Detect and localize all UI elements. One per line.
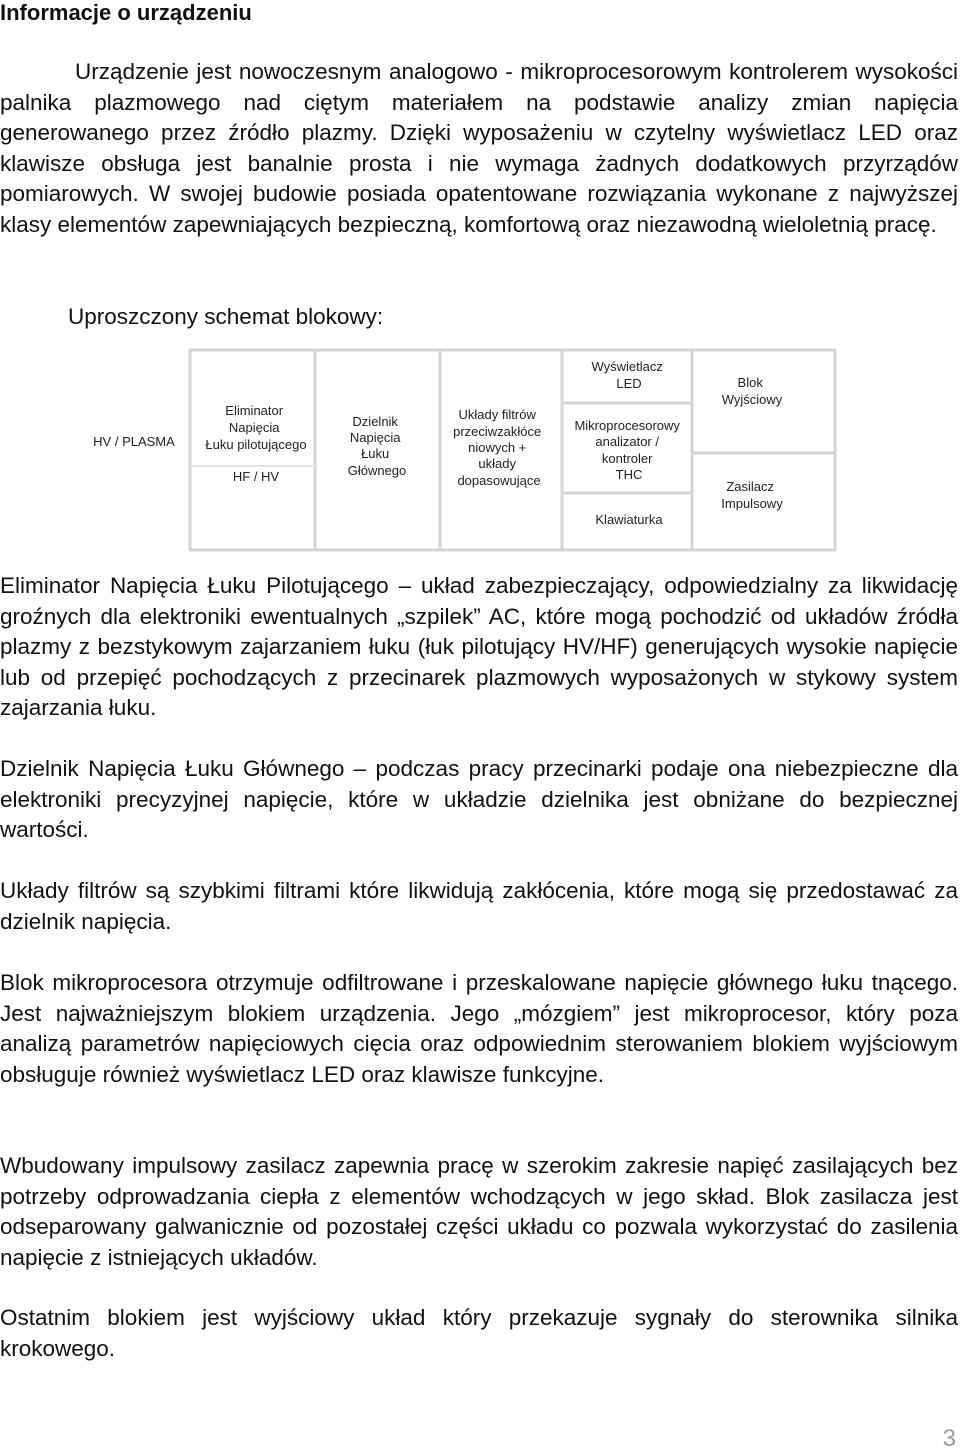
page-number: 3 [942, 1425, 956, 1452]
mikroprocesor-paragraph: Blok mikroprocesora otrzymuje odfiltrowane i przeskalowane napięcie głównego łuku tnącego. Jest najważniejszym blokiem urządzenia. Jego „mózgiem” jest mikroprocesor, który poza analizą parametrów napięciowych cięcia oraz odpowiednim sterowaniem blokiem wyjściowym obsługuje również wyświetlacz LED oraz klawisze funkcyjne. [0, 970, 958, 1087]
intro-paragraph: Urządzenie jest nowoczesnym analogowo - mikroprocesorowym kontrolerem wysokości palnika plazmowego nad ciętym materiałem na podstawie analizy zmian napięcia generowanego przez źródło plazmy. Dzięki wyposażeniu w czytelny wyświetlacz LED oraz klawisze obsługa jest banalnie prosta i nie wymaga żadnych dodatkowych przyrządów pomiarowych. W swojej budowie posiada opatentowane rozwiązania wykonane z najwyższej klasy elementów zapewniających bezpieczną, komfortową oraz niezawodną wieloletnią pracę. [0, 59, 958, 237]
dzielnik-paragraph: Dzielnik Napięcia Łuku Głównego – podczas pracy przecinarki podaje ona niebezpieczne dla elektroniki precyzyjnej napięcie, które w układzie dzielnika jest obniżane do bezpiecznej wartości. [0, 756, 958, 842]
label-wyswietlacz: Wyświetlacz LED [591, 359, 663, 391]
label-blok-wyjsciowy: Blok Wyjściowy [721, 375, 783, 407]
wyjscie-paragraph: Ostatnim blokiem jest wyjściowy układ który przekazuje sygnały do sterownika silnika krokowego. [0, 1305, 958, 1361]
zasilacz-paragraph: Wbudowany impulsowy zasilacz zapewnia pracę w szerokim zakresie napięć zasilających bez potrzeby odprowadzania ciepła z elementów wchodzących w jego skład. Blok zasilacza jest odseparowany galwanicznie od pozostałej części układu co pozwala wykorzystać do zasilenia napięcie z istniejących układów. [0, 1153, 958, 1270]
filtry-paragraph: Układy filtrów są szybkimi filtrami które likwidują zakłócenia, które mogą się przedostawać za dzielnik napięcia. [0, 878, 958, 934]
label-hv-plasma: HV / PLASMA [93, 434, 175, 449]
label-dzielnik: Dzielnik Napięcia Łuku Głównego [347, 414, 407, 478]
label-mikroprocesor: Mikroprocesorowy analizator / kontroler THC [574, 418, 680, 482]
section-heading: Informacje o urządzeniu [0, 0, 252, 25]
label-hf-hv: HF / HV [232, 469, 280, 484]
diagram-caption: Uproszczony schemat blokowy: [68, 304, 384, 329]
label-klawiaturka: Klawiaturka [595, 512, 663, 527]
label-eliminator: Eliminator Napięcia Łuku pilotującego [205, 403, 307, 452]
label-zasilacz: Zasilacz Impulsowy [721, 479, 783, 511]
block-diagram [72, 348, 842, 558]
label-filtry: Układy filtrów przeciwzakłóce niowych + układy dopasowujące [453, 407, 542, 488]
eliminator-paragraph: Eliminator Napięcia Łuku Pilotującego – układ zabezpieczający, odpowiedzialny za likwidację groźnych dla elektroniki ewentualnych „szpilek” AC, które mogą pochodzić od układów źródła plazmy z bezstykowym zajarzaniem łuku (łuk pilotujący HV/HF) generujących wysokie napięcie lub od przepięć pochodzących z przecinarek plazmowych wyposażonych w stykowy system zajarzania łuku. [0, 573, 958, 720]
